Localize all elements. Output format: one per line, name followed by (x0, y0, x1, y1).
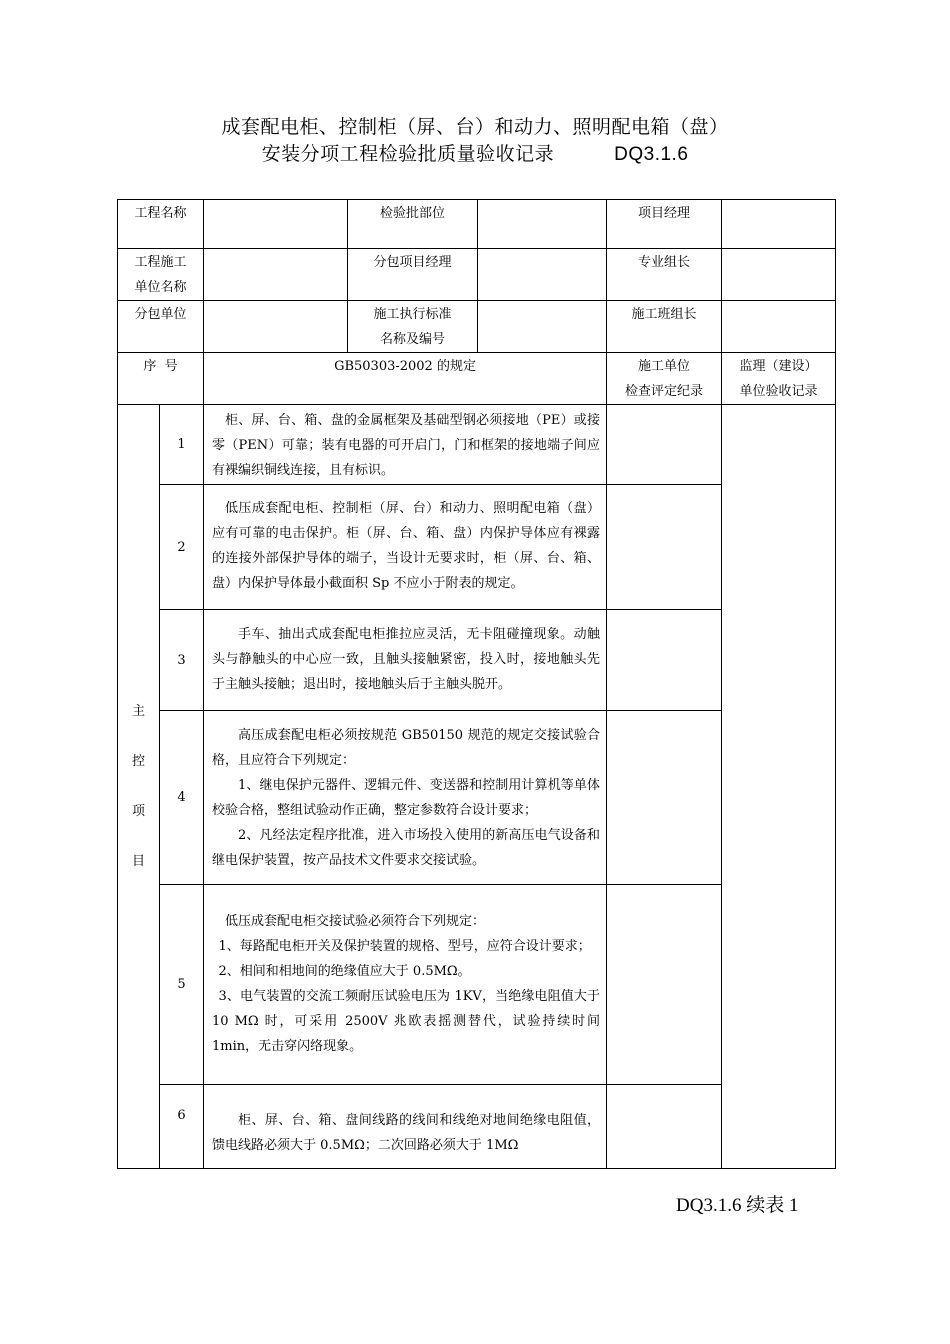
value-inspection-part[interactable] (478, 200, 607, 249)
requirement-text: 1、每路配电柜开关及保护装置的规格、型号，应符合设计要求； (218, 938, 591, 954)
inspection-record-table (117, 199, 836, 1169)
value-standard[interactable] (478, 301, 607, 353)
item-no: 1 (160, 405, 204, 485)
check-record-cell[interactable] (607, 405, 722, 485)
requirement-text: 2、相间和相地间的绝缘值应大于 0.5MΩ。 (218, 963, 471, 979)
col-check (607, 353, 722, 405)
supervision-record-cell[interactable] (722, 405, 836, 1169)
continuation-label: DQ3.1.6 续表 1 (676, 1195, 799, 1216)
item-no: 5 (160, 885, 204, 1085)
item-requirement (204, 405, 607, 485)
requirement-text: 高压成套配电柜必须按规范 GB50150 规范的规定交接试验合格，且应符合下列规定： (212, 727, 601, 768)
requirement-text: 2、凡经法定程序批准，进入市场投入使用的新高压电气设备和继电保护装置，按产品技术文件要求交接试验。 (212, 827, 601, 868)
header-row-1 (118, 200, 836, 249)
col-supervision-l1: 监理（建设） (739, 359, 818, 374)
label-construction-unit-l2: 单位名称 (134, 280, 187, 295)
label-project-manager: 项目经理 (607, 200, 722, 249)
requirement-text: 柜、屏、台、箱、盘间线路的线间和线绝对地间绝缘电阻值，馈电线路必须大于 0.5MΩ；二次回路必须大于 1MΩ (212, 1112, 601, 1153)
label-standard (348, 301, 478, 353)
col-rule: GB50303-2002 的规定 (204, 353, 607, 405)
label-standard-l2: 名称及编号 (380, 332, 446, 347)
label-sub-manager: 分包项目经理 (348, 249, 478, 301)
value-team-leader[interactable] (722, 301, 836, 353)
value-sub-manager[interactable] (478, 249, 607, 301)
label-team-leader: 施工班组长 (607, 301, 722, 353)
section-char-2: 控 (131, 753, 145, 769)
document-title-line2 (0, 139, 950, 166)
header-row-2 (118, 249, 836, 301)
check-record-cell[interactable] (607, 1085, 722, 1169)
check-record-cell[interactable] (607, 610, 722, 711)
label-construction-unit (118, 249, 204, 301)
requirement-text: 低压成套配电柜、控制柜（屏、台）和动力、照明配电箱（盘）应有可靠的电击保护。柜（屏、台、箱、盘）内保护导体应有裸露的连接外部保护导体的端子，当设计无要求时，柜（屏、台、箱、盘）内保护导体最小截面积 Sp 不应小于附表的规定。 (212, 501, 601, 591)
col-check-l2: 检查评定纪录 (625, 384, 704, 399)
col-supervision (722, 353, 836, 405)
item-requirement (204, 711, 607, 885)
col-seq: 序 号 (118, 353, 204, 405)
item-requirement (204, 485, 607, 610)
col-supervision-l2: 单位验收记录 (739, 384, 818, 399)
item-requirement (204, 885, 607, 1085)
value-project-name[interactable] (204, 200, 348, 249)
item-requirement (204, 610, 607, 711)
requirement-text: 1、继电保护元器件、逻辑元件、变送器和控制用计算机等单体校验合格，整组试验动作正确，整定参数符合设计要求； (212, 777, 601, 818)
value-sub-unit[interactable] (204, 301, 348, 353)
label-construction-unit-l1: 工程施工 (134, 255, 187, 270)
document-title-line1: 成套配电柜、控制柜（屏、台）和动力、照明配电箱（盘） (221, 116, 729, 138)
label-sub-unit: 分包单位 (118, 301, 204, 353)
section-main-control (118, 405, 160, 1169)
label-standard-l1: 施工执行标准 (373, 307, 452, 322)
requirement-text: 低压成套配电柜交接试验必须符合下列规定： (225, 913, 486, 929)
check-record-cell[interactable] (607, 485, 722, 610)
value-professional-leader[interactable] (722, 249, 836, 301)
item-no: 4 (160, 711, 204, 885)
section-char-4: 目 (131, 853, 145, 869)
header-row-3 (118, 301, 836, 353)
item-no: 6 (160, 1085, 204, 1169)
document-title-text: 安装分项工程检验批质量验收记录 (261, 143, 555, 165)
item-requirement (204, 1085, 607, 1169)
value-construction-unit[interactable] (204, 249, 348, 301)
label-professional-leader: 专业组长 (607, 249, 722, 301)
check-record-cell[interactable] (607, 711, 722, 885)
requirement-text: 3、电气装置的交流工频耐压试验电压为 1KV，当绝缘电阻值大于 10 MΩ 时，可采用 2500V 兆欧表摇测替代，试验持续时间 1min，无击穿闪络现象。 (212, 988, 601, 1054)
label-project-name: 工程名称 (118, 200, 204, 249)
column-header-row (118, 353, 836, 405)
item-no: 3 (160, 610, 204, 711)
value-project-manager[interactable] (722, 200, 836, 249)
requirement-text: 手车、抽出式成套配电柜推拉应灵活，无卡阻碰撞现象。动触头与静触头的中心应一致，且触头接触紧密，投入时，接地触头先于主触头接触；退出时，接地触头后于主触头脱开。 (212, 626, 601, 692)
check-record-cell[interactable] (607, 885, 722, 1085)
section-char-1: 主 (131, 703, 145, 719)
document-code: DQ3.1.6 (614, 144, 689, 165)
item-no: 2 (160, 485, 204, 610)
item-row-1 (118, 405, 836, 485)
label-inspection-part: 检验批部位 (348, 200, 478, 249)
col-check-l1: 施工单位 (638, 359, 691, 374)
section-char-3: 项 (131, 803, 145, 819)
requirement-text: 柜、屏、台、箱、盘的金属框架及基础型钢必须接地（PE）或接零（PEN）可靠；装有电器的可开启门，门和框架的接地端子间应有裸编织铜线连接，且有标识。 (212, 413, 601, 478)
